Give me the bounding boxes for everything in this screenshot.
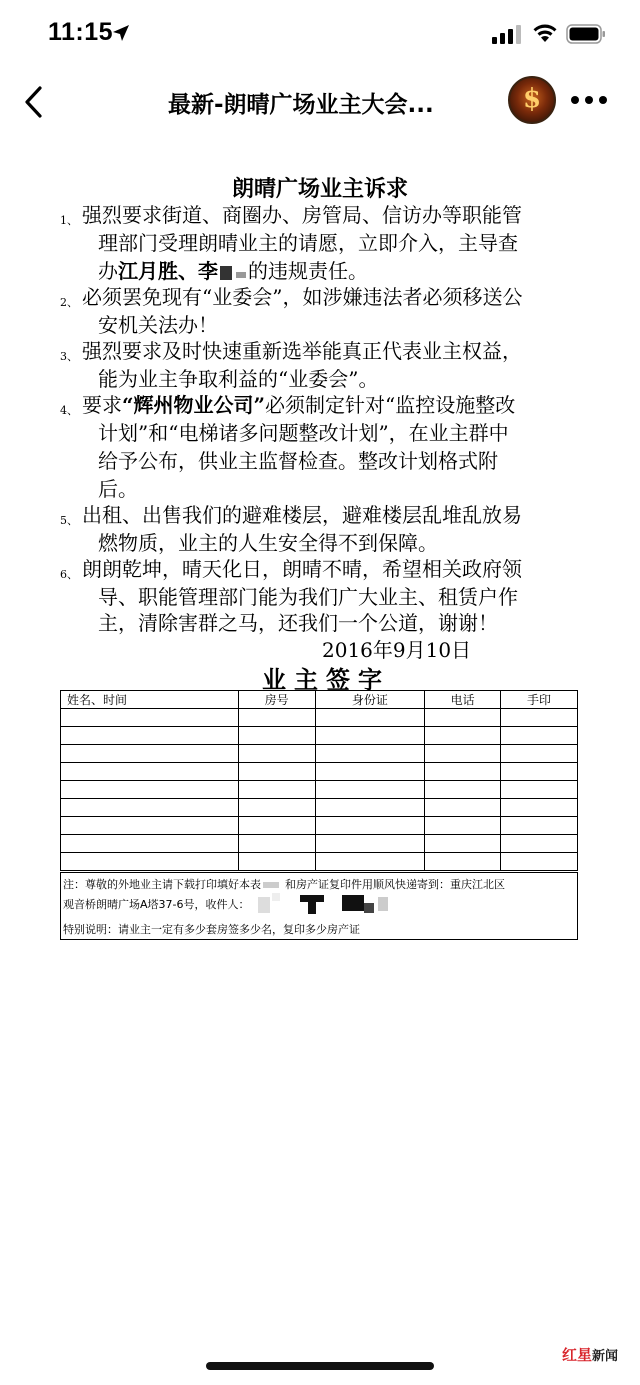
note-part: 注：尊敬的外地业主请下载打印填好本表	[63, 878, 261, 891]
redacted-recipient	[250, 891, 400, 919]
status-bar	[0, 0, 640, 70]
item-line: 给予公布，供业主监督检查。整改计划格式附	[98, 449, 498, 473]
table-row	[61, 709, 578, 727]
note-part: 和房产证复印件用顺风快递寄到：重庆江北区	[285, 878, 505, 891]
avatar-mark: $	[522, 84, 542, 114]
table-row	[61, 835, 578, 853]
more-options-icon[interactable]	[570, 90, 608, 110]
table-row	[61, 817, 578, 835]
document-date: 2016年9月10日	[322, 638, 472, 662]
nav-bar	[0, 70, 640, 136]
note-line	[63, 876, 505, 892]
status-time: 11:15	[48, 18, 114, 46]
company-name: “辉州物业公司”	[122, 393, 266, 417]
watermark-news: 新闻	[592, 1349, 619, 1364]
avatar[interactable]	[508, 76, 556, 124]
page-title: 最新-朗晴广场业主大会...	[168, 92, 434, 118]
item-line: 出租、出售我们的避难楼层，避难楼层乱堆乱放易	[82, 503, 522, 527]
note-line: 特别说明：请业主一定有多少套房签多少名，复印多少房产证	[63, 923, 360, 936]
item-line: 理部门受理朗晴业主的请愿，立即介入，主导查	[98, 231, 518, 255]
location-arrow-icon	[112, 24, 130, 42]
table-row	[61, 745, 578, 763]
item-line: 强烈要求街道、商圈办、房管局、信访办等职能管	[82, 203, 522, 227]
redacted-text	[261, 880, 285, 890]
home-indicator[interactable]	[206, 1362, 434, 1370]
item-number: 1、	[60, 214, 78, 227]
header-room: 房号	[238, 691, 315, 709]
item-number: 5、	[60, 514, 78, 527]
header-name-time: 姓名、时间	[61, 691, 239, 709]
item-line-tail: 的违规责任。	[248, 259, 368, 283]
item-line-start: 办	[98, 259, 118, 283]
table-row	[61, 727, 578, 745]
table-row	[61, 799, 578, 817]
item-line-rest: 必须制定针对“监控设施整改	[265, 393, 516, 417]
cellular-signal-icon	[492, 24, 522, 44]
document-title: 朗晴广场业主诉求	[231, 177, 408, 202]
item-number: 2、	[60, 296, 78, 309]
item-line: 导、职能管理部门能为我们广大业主、租赁户作	[98, 585, 518, 609]
item-line: 后。	[98, 477, 138, 501]
item-line: 强烈要求及时快速重新选举能真正代表业主权益，	[82, 339, 522, 363]
signature-table	[60, 690, 578, 871]
redacted-name	[220, 266, 232, 280]
item-line: 必须罢免现有“业委会”，如涉嫌违法者必须移送公	[82, 285, 523, 309]
table-row	[61, 781, 578, 799]
watermark-logo	[562, 1344, 618, 1365]
signature-title: 业主签字	[262, 666, 390, 694]
table-header-row	[61, 691, 578, 709]
wifi-icon	[532, 22, 558, 44]
item-line-with-company	[82, 392, 515, 418]
item-line: 朗朗乾坤，晴天化日，朗晴不晴，希望相关政府领	[82, 557, 522, 581]
watermark-brand: 红星	[562, 1346, 593, 1364]
back-button[interactable]	[20, 84, 50, 120]
item-line: 计划”和“电梯诸多问题整改计划”，在业主群中	[98, 421, 509, 445]
notes-box	[60, 872, 578, 940]
item-number: 3、	[60, 350, 78, 363]
redacted-name	[236, 272, 246, 278]
item-line: 能为业主争取利益的“业委会”。	[98, 367, 379, 391]
item-prefix: 要求	[82, 393, 122, 417]
battery-icon	[566, 23, 606, 45]
item-line-with-names	[98, 258, 368, 284]
item-number: 4、	[60, 404, 78, 417]
item-line: 安机关法办！	[98, 313, 218, 337]
header-phone: 电话	[425, 691, 501, 709]
item-line: 主，清除害群之马，还我们一个公道，谢谢！	[98, 611, 498, 635]
item-number: 6、	[60, 568, 78, 581]
table-row	[61, 853, 578, 871]
header-fingerprint: 手印	[501, 691, 578, 709]
header-id-card: 身份证	[315, 691, 425, 709]
note-part: 观音桥朗晴广场A塔37-6号，收件人：	[63, 898, 250, 911]
named-persons: 江月胜、李	[118, 259, 218, 283]
item-line: 燃物质，业主的人生安全得不到保障。	[98, 531, 438, 555]
note-line	[63, 891, 400, 919]
table-row	[61, 763, 578, 781]
